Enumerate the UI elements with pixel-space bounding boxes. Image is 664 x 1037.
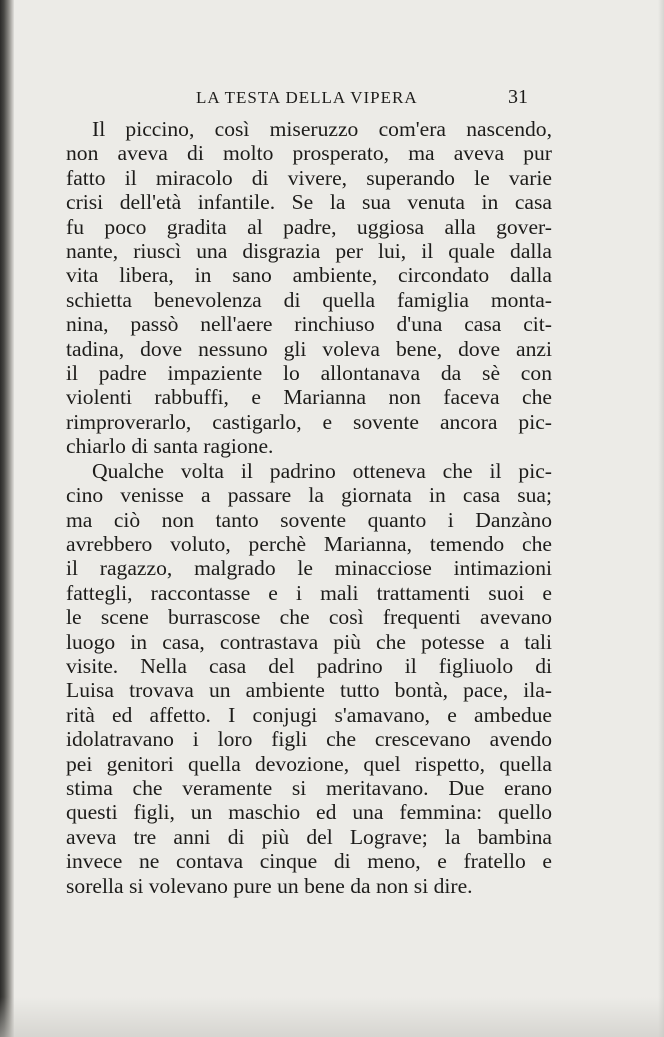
text-line: le scene burrascose che così frequenti avevano: [66, 605, 552, 630]
page-number: 31: [508, 86, 528, 108]
text-line: rità ed affetto. I conjugi s'amavano, e ambedue: [66, 702, 552, 727]
running-title: LA TESTA DELLA VIPERA: [196, 88, 418, 107]
text-line: Qualche volta il padrino otteneva che il pic-: [92, 458, 552, 483]
book-spine-shadow: [0, 0, 14, 1037]
text-line: tadina, dove nessuno gli voleva bene, dove anzi: [66, 336, 552, 361]
text-line: invece ne contava cinque di meno, e fratello e: [66, 849, 552, 874]
text-line: visite. Nella casa del padrino il figliuolo di: [66, 653, 552, 678]
running-head: [66, 86, 546, 112]
text-line: fu poco gradita al padre, uggiosa alla gover-: [66, 214, 552, 239]
text-line: violenti rabbuffi, e Marianna non faceva che: [66, 385, 552, 410]
text-line: vita libera, in sano ambiente, circondato dalla: [66, 263, 552, 288]
text-line: il ragazzo, malgrado le minacciose intimazioni: [66, 556, 552, 581]
paragraph-2: [66, 459, 552, 898]
text-line: luogo in casa, contrastava più che potesse a tali: [66, 629, 552, 654]
text-line: questi figli, un maschio ed una femmina: quello: [66, 800, 552, 825]
text-line: crisi dell'età infantile. Se la sua venuta in casa: [66, 190, 552, 215]
text-line: nante, riuscì una disgrazia per lui, il quale dalla: [66, 239, 552, 264]
text-line: aveva tre anni di più del Lograve; la bambina: [66, 824, 552, 849]
text-line: fattegli, raccontasse e i mali trattamenti suoi e: [66, 580, 552, 605]
text-line: fatto il miracolo di vivere, superando le varie: [66, 165, 552, 190]
text-line: chiarlo di santa ragione.: [66, 434, 274, 459]
text-line: Il piccino, così miseruzzo com'era nascendo,: [92, 117, 552, 141]
text-line: stima che veramente si meritavano. Due erano: [66, 775, 552, 800]
text-line: cino venisse a passare la giornata in casa sua;: [66, 483, 552, 508]
text-line: schietta benevolenza di quella famiglia monta-: [66, 287, 552, 312]
text-line: non aveva di molto prosperato, ma aveva pur: [66, 141, 552, 166]
text-line: idolatravano i loro figli che crescevano avendo: [66, 727, 552, 752]
page-bottom-edge: [0, 997, 664, 1037]
text-line: nina, passò nell'aere rinchiuso d'una casa cit-: [66, 312, 552, 337]
text-line: pei genitori quella devozione, quel rispetto, quella: [66, 751, 552, 776]
text-line: sorella si volevano pure un bene da non si dire.: [66, 873, 473, 898]
text-line: avrebbero voluto, perchè Marianna, temendo che: [66, 531, 552, 556]
text-line: rimproverarlo, castigarlo, e sovente ancora pic-: [66, 409, 552, 434]
page-right-edge: [658, 0, 664, 1037]
paragraph-1: [66, 117, 552, 459]
text-line: ma ciò non tanto sovente quanto i Danzàno: [66, 507, 552, 532]
text-line: Luisa trovava un ambiente tutto bontà, pace, ila-: [66, 678, 552, 703]
text-line: il padre impaziente lo allontanava da sè con: [66, 361, 552, 386]
body-text: [66, 117, 552, 898]
